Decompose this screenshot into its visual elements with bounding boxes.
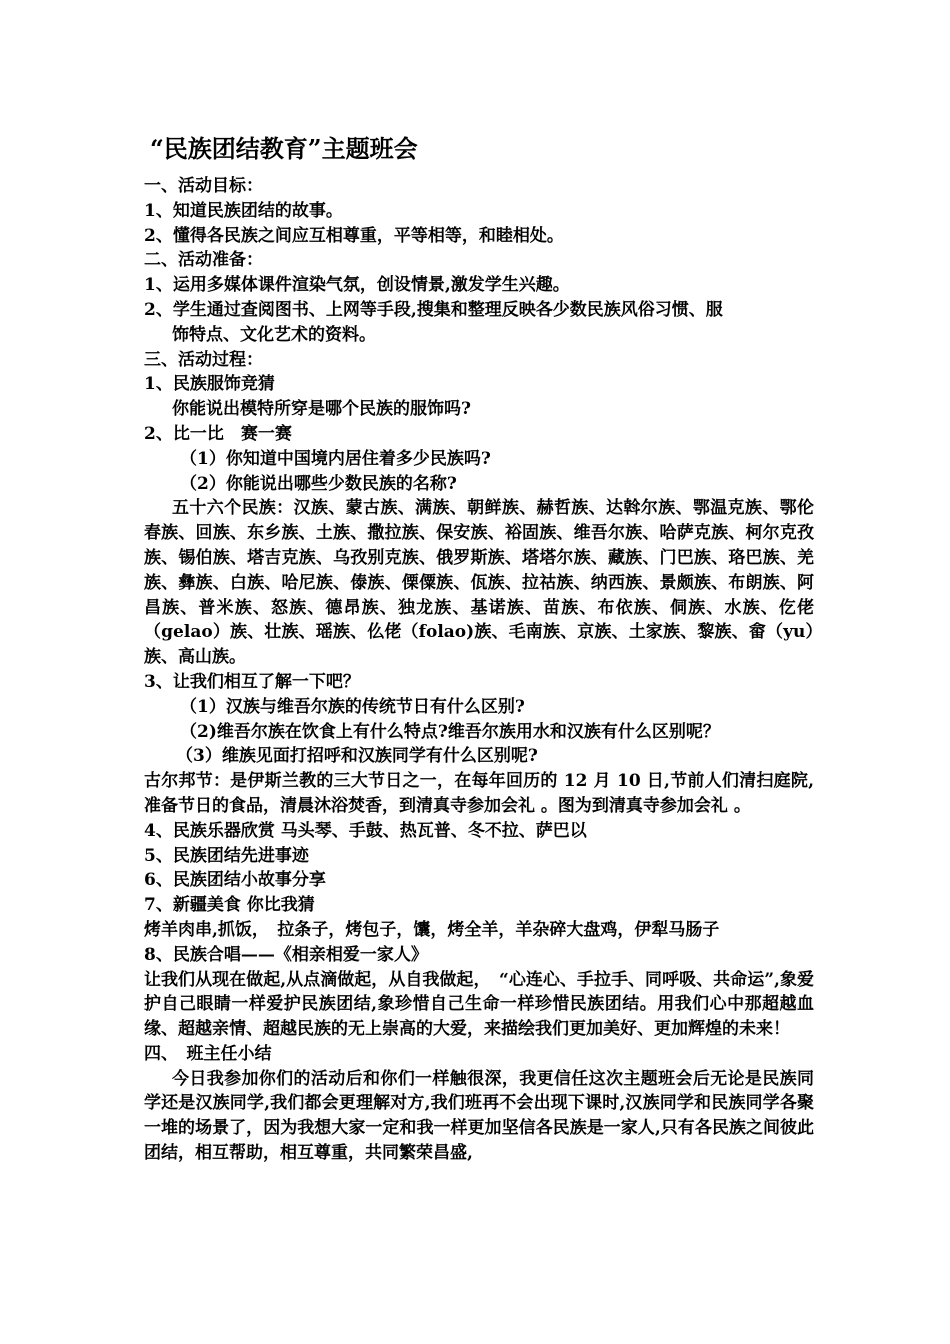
document-title: “民族团结教育”主题班会: [150, 134, 418, 163]
goal-item-1: 1、知道民族团结的故事。: [144, 200, 343, 221]
section-heading-preparation: 二、活动准备：: [144, 250, 263, 271]
process-item-1-question: 你能说出模特所穿是哪个民族的服饰吗?: [172, 399, 471, 420]
preparation-item-1: 1、运用多媒体课件渲染气氛，创设情景,激发学生兴趣。: [144, 275, 570, 296]
preparation-item-2: 2、学生通过查阅图书、上网等手段,搜集和整理反映各少数民族风俗习惯、服: [144, 299, 723, 320]
document-body: [144, 174, 814, 1166]
eid-festival-paragraph: 古尔邦节：是伊斯兰教的三大节日之一，在每年回历的 12 月 10 日,节前人们清扫庭院,准备节日的食品，清晨沐浴焚香，到清真寺参加会礼 。图为到清真寺参加会礼 。: [144, 771, 814, 816]
unity-call-paragraph: 让我们从现在做起,从点滴做起，从自我做起， “心连心、手拉手、同呼吸、共命运”,象爱护自己眼睛一样爱护民族团结,象珍惜自己生命一样珍惜民族团结。用我们心中那超越血缘、超越亲情、超越民族的无上崇高的大爱，来描绘我们更加美好、更加辉煌的未来！: [144, 969, 814, 1040]
process-item-4: 4、民族乐器欣赏 马头琴、手鼓、热瓦普、冬不拉、萨巴以: [144, 820, 587, 841]
process-item-6: 6、民族团结小故事分享: [144, 870, 326, 891]
process-item-5: 5、民族团结先进事迹: [144, 845, 309, 866]
process-item-2: 2、比一比 赛一赛: [144, 423, 292, 444]
process-item-2-question-1: （1）你知道中国境内居住着多少民族吗?: [180, 448, 491, 469]
ethnic-groups-paragraph: 五十六个民族：汉族、蒙古族、满族、朝鲜族、赫哲族、达斡尔族、鄂温克族、鄂伦春族、回族、东乡族、土族、撒拉族、保安族、裕固族、维吾尔族、哈萨克族、柯尔克孜族、锡伯族、塔吉克族、乌孜别克族、俄罗斯族、塔塔尔族、藏族、门巴族、珞巴族、羌族、彝族、白族、哈尼族、傣族、傈僳族、佤族、拉祜族、纳西族、景颇族、布朗族、阿昌族、普米族、怒族、德昂族、独龙族、基诺族、苗族、布依族、侗族、水族、仡佬（gelao）族、壮族、瑶族、仫佬（folao)族、毛南族、京族、土家族、黎族、畲（yu）族、高山族。: [144, 498, 814, 668]
preparation-item-2-continued: 饰特点、文化艺术的资料。: [172, 324, 376, 345]
process-item-3-question-3: （3）维族见面打招呼和汉族同学有什么区别呢?: [176, 746, 538, 767]
process-item-3-question-1: （1）汉族与维吾尔族的传统节日有什么区别?: [180, 696, 525, 717]
process-item-3: 3、让我们相互了解一下吧？: [144, 671, 360, 692]
process-item-8: 8、民族合唱——《相亲相爱一家人》: [144, 944, 428, 965]
process-item-2-question-2: （2）你能说出哪些少数民族的名称?: [180, 473, 457, 494]
section-heading-summary: 四、 班主任小结: [144, 1043, 272, 1064]
goal-item-2: 2、懂得各民族之间应互相尊重，平等相等，和睦相处。: [144, 225, 564, 246]
section-heading-goals: 一、活动目标：: [144, 176, 263, 196]
teacher-summary-paragraph: 今日我参加你们的活动后和你们一样触很深，我更信任这次主题班会后无论是民族同学还是汉族同学,我们都会更理解对方,我们班再不会出现下课时,汉族同学和民族同学各聚一堆的场景了，因为我想大家一定和我一样更加坚信各民族是一家人,只有各民族之间彼此团结，相互帮助，相互尊重，共同繁荣昌盛,: [144, 1068, 814, 1164]
process-item-7: 7、新疆美食 你比我猜: [144, 895, 315, 916]
process-item-3-question-2: （2)维吾尔族在饮食上有什么特点?维吾尔族用水和汉族有什么区别呢？: [180, 721, 720, 742]
section-heading-process: 三、活动过程：: [144, 349, 263, 370]
process-item-1: 1、民族服饰竞猜: [144, 374, 275, 395]
xinjiang-food-list: 烤羊肉串,抓饭， 拉条子，烤包子，馕，烤全羊，羊杂碎大盘鸡，伊犁马肠子: [144, 919, 720, 940]
